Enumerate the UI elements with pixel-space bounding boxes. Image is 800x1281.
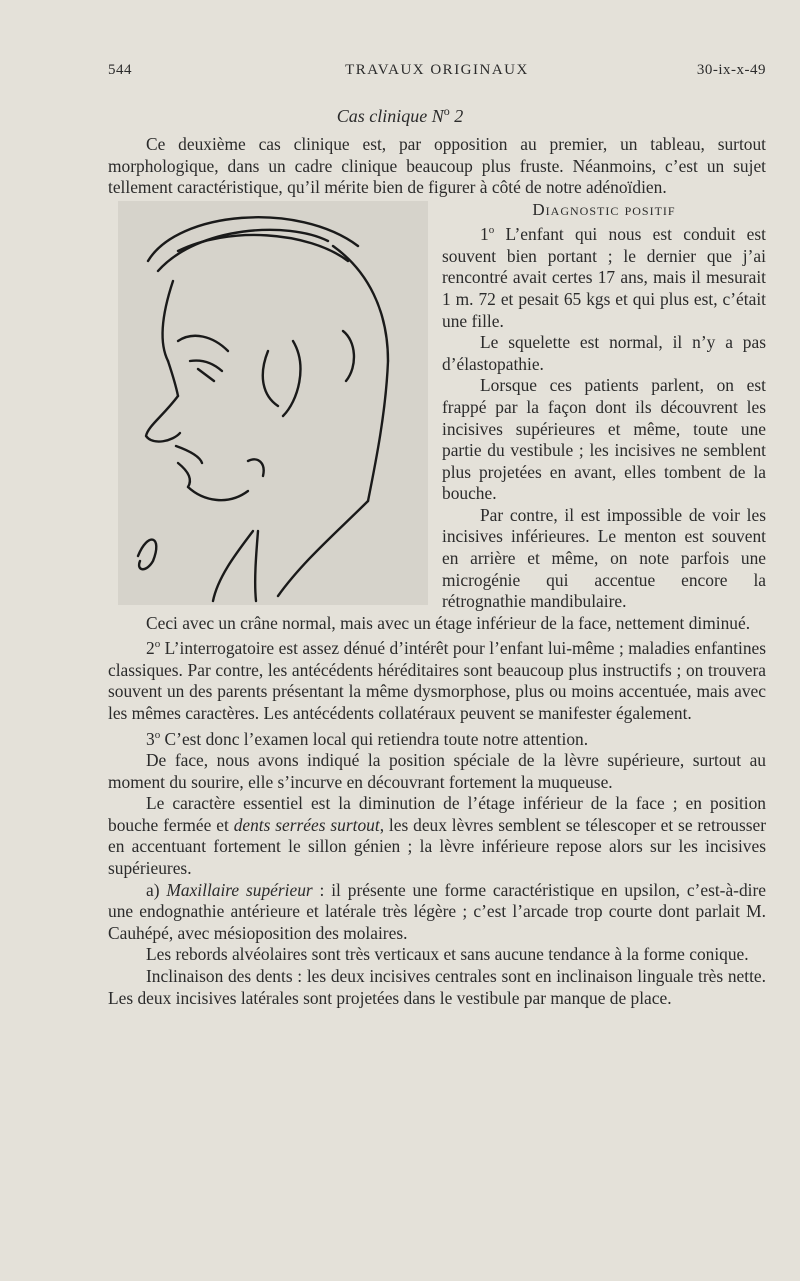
profile-sketch-icon [118, 201, 428, 605]
paragraph-maxillaire: a) Maxillaire supérieur : il présente une forme caractéristique en upsilon, c’est-à-dire une endognathie antérieure et latérale très légère ; c’est l’arcade trop courte dont parlait M. Cauhépé, avec mésioposition des molaires. [108, 879, 767, 943]
paragraph-squelette: Le squelette est normal, il n’y a pas d’élastopathie. [442, 332, 766, 374]
section-heading: Diagnostic positif [532, 199, 676, 219]
paragraph-par-contre: Par contre, il est impossible de voir les incisives inférieures. Le menton est souvent en arrière et même, on note parfois une microgénie qui accentue encore la rétrognathie mandibulaire. [442, 504, 766, 612]
paragraph-inclinaison: Inclinaison des dents : les deux incisives centrales sont en inclinaison linguale très nette. Les deux incisives latérales sont projetées dans le vestibule par manque de place. [108, 965, 766, 1008]
paragraph-caractere: Le caractère essentiel est la diminution de l’étage inférieur de la face ; en position bouche fermée et dents serrées surtout, les deux lèvres semblent se télescoper et se retrousser en accentuant fortement le sillon génien ; la lèvre inférieure repose alors sur les incisives supérieures. [108, 793, 766, 878]
header-date: 30-ix-x-49 [696, 62, 766, 78]
paragraph-3: 3$^o$ C’est donc l’examen local qui retiendra toute notre attention. [146, 728, 589, 749]
page-number: 544 [108, 62, 132, 78]
paragraph-intro: Ce deuxième cas clinique est, par opposition au premier, un tableau, surtout morphologique, dans un cadre clinique beaucoup plus fruste. Néanmoins, c’est un sujet tellement caractéristique, qu’il mérite bien de figurer à côté de notre adénoïdien. [108, 134, 766, 198]
running-title: TRAVAUX ORIGINAUX [345, 62, 529, 78]
paragraph-de-face: De face, nous avons indiqué la position spéciale de la lèvre supérieure, surtout au moment du sourire, elle s’incurve en découvrant fortement la muqueuse. [108, 750, 766, 792]
running-header [108, 62, 766, 84]
paragraph-ceci: Ceci avec un crâne normal, mais avec un étage inférieur de la face, nettement diminué. [146, 612, 751, 633]
article-body [108, 134, 766, 1009]
paragraph-2: 2$^o$ L’interrogatoire est assez dénué d’intérêt pour l’enfant lui-même ; maladies enfantines classiques. Par contre, les antécédents héréditaires sont beaucoup plus instructifs ; on trouvera souvent un des parents présentant la même dysmorphose, plus ou moins accentuée, mais avec les mêmes caractères. Les antécédents collatéraux peuvent se manifester également. [108, 638, 766, 724]
profile-sketch-figure [118, 201, 428, 605]
paragraph-patients: Lorsque ces patients parlent, on est frappé par la façon dont ils découvrent les incisives supérieures et même, toute une partie du vestibule ; les incisives ne semblent plus projetées en avant, elles tombent de la bouche. [442, 375, 766, 504]
paragraph-rebords: Les rebords alvéolaires sont très verticaux et sans aucune tendance à la forme conique. [146, 944, 749, 965]
case-title: Cas clinique $N^o$ 2 [336, 104, 464, 126]
paragraph-1: 1$^o$ L’enfant qui nous est conduit est souvent bien portant ; le dernier que j’ai rencontré avait certes 17 ans, mais il mesurait 1 m. 72 et pesait 65 kgs et qui plus est, c’était une fille. [442, 224, 766, 331]
